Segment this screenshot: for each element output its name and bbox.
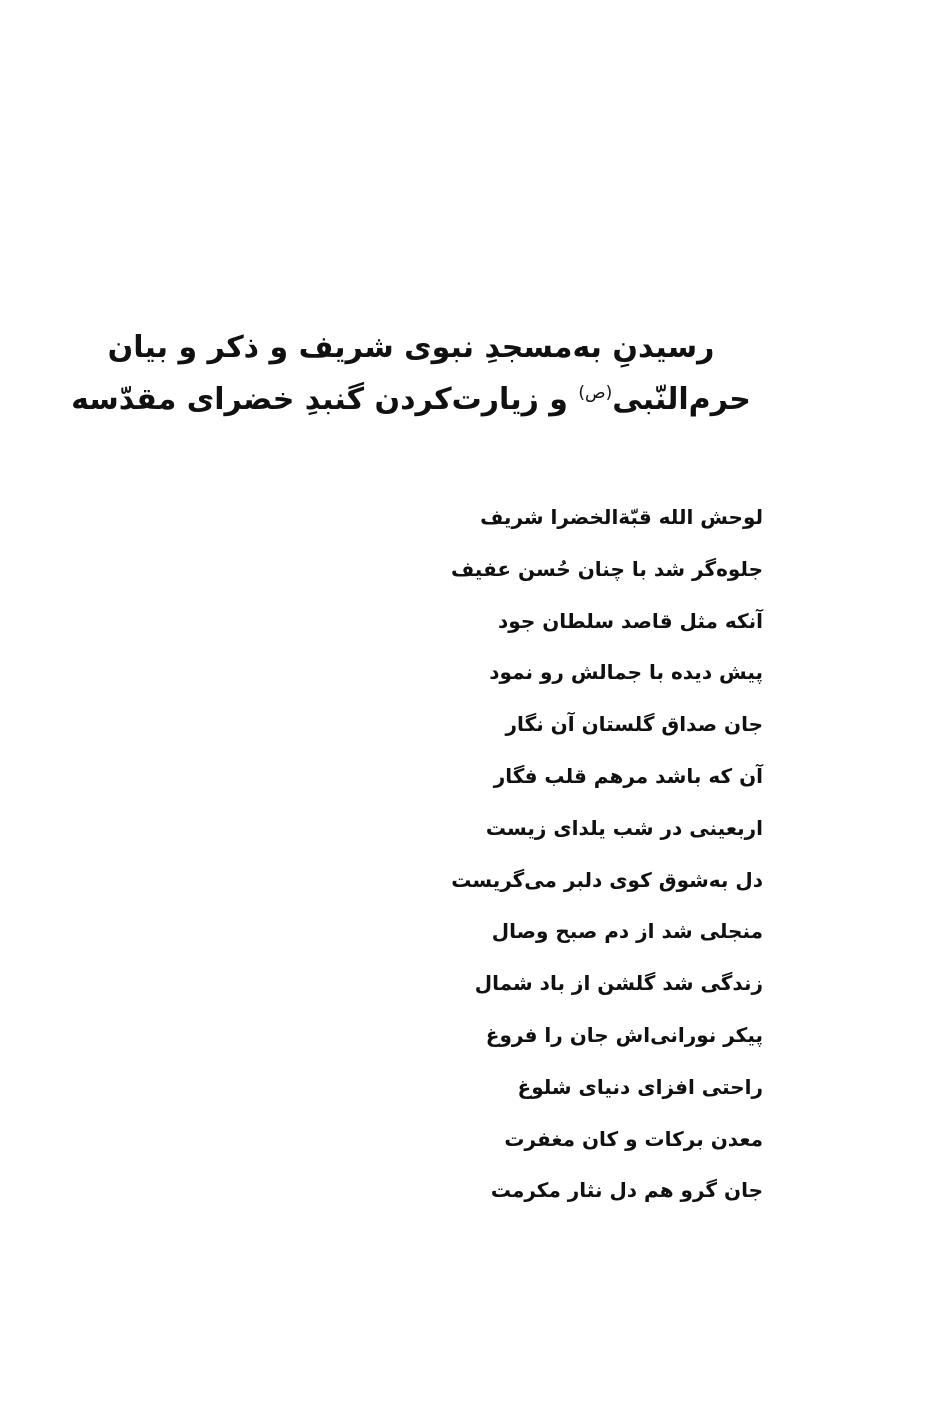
poem-line: معدن برکات و کان مغفرت xyxy=(504,1126,763,1151)
poem-line: اربعینی در شب یلدای زیست xyxy=(485,815,763,840)
poem-line: جان گرو هم دل نثار مکرمت xyxy=(490,1178,763,1203)
poem-line: جلوه‌گر شد با چنان حُسن عفیف xyxy=(450,556,763,581)
poem-line: زندگی شد گلشن از باد شمال xyxy=(474,971,763,996)
poem-body xyxy=(451,492,763,1217)
chapter-title-line-2 xyxy=(60,374,762,426)
chapter-title-line-1: رسیدنِ به‌مسجدِ نبوی شریف و ذکر و بیان xyxy=(107,330,715,365)
honorific-superscript: (ص) xyxy=(578,383,613,403)
chapter-title-line-2-start: حرم‌النّبی xyxy=(612,382,751,417)
chapter-title-line-2-end: و زیارت‌کردن گنبدِ خضرای مقدّسه xyxy=(71,382,579,417)
poem-line: راحتی افزای دنیای شلوغ xyxy=(517,1074,763,1099)
poem-line: جان صداق گلستان آن نگار xyxy=(505,712,763,737)
poem-line: پیش دیده با جمالش رو نمود xyxy=(489,660,763,685)
poem-line: دل به‌شوق کوی دلبر می‌گریست xyxy=(451,867,763,892)
chapter-title xyxy=(60,322,762,426)
poem-line: پیکر نورانی‌اش جان را فروغ xyxy=(485,1022,763,1047)
poem-line: لوحش الله قبّةالخضرا شریف xyxy=(480,505,763,529)
poem-line: آن که باشد مرهم قلب فگار xyxy=(493,763,763,788)
poem-line: منجلی شد از دم صبح وصال xyxy=(491,919,763,944)
poem-line: آنکه مثل قاصد سلطان جود xyxy=(498,608,763,633)
